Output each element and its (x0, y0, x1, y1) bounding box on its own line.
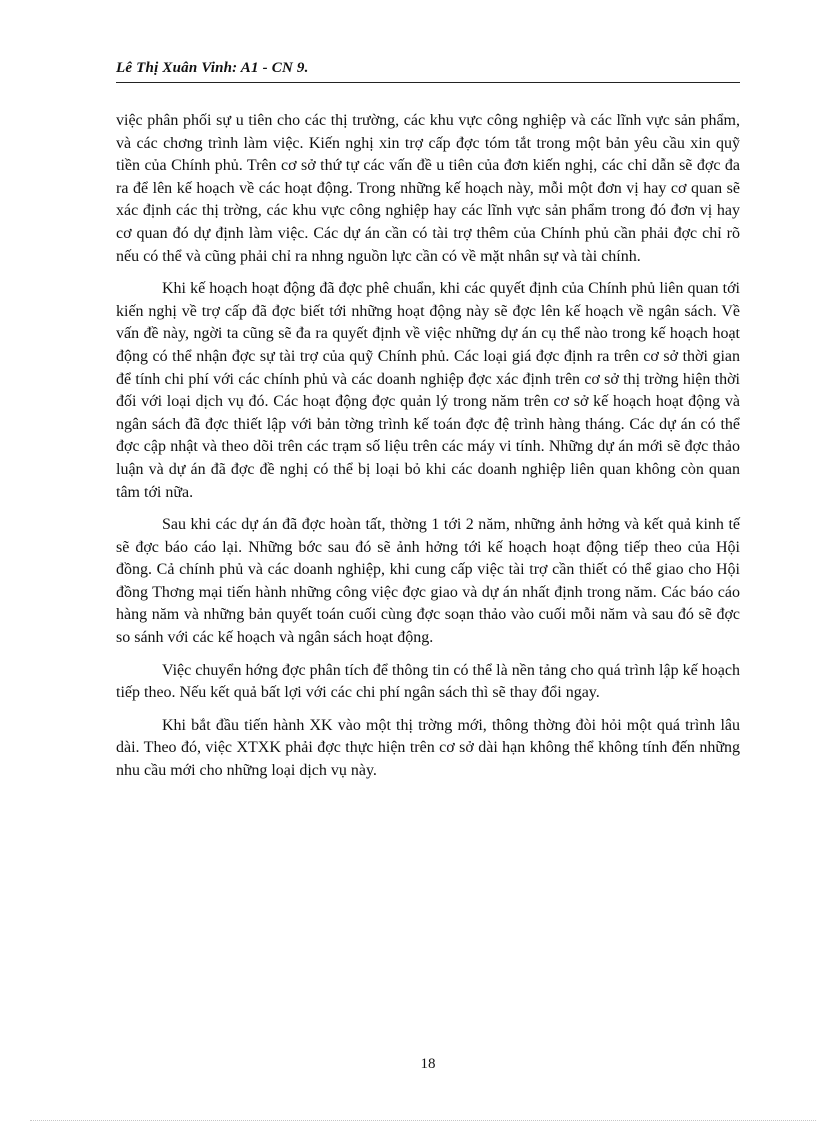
paragraph-3: Sau khi các dự án đã đợc hoàn tất, thờng 1 tới 2 năm, những ảnh hởng và kết quả kinh tế sẽ đợc báo cáo lại. Những bớc sau đó sẽ ảnh hởng tới kế hoạch hoạt động tiếp theo của Hội đồng. Cả chính phủ và các doanh nghiệp, khi cung cấp việc tài trợ cần thiết có thể giao cho Hội đồng Thơng mại tiến hành những công việc đợc giao và dự án nhất định trong năm. Các báo cáo hàng năm và những bản quyết toán cuối cùng đợc soạn thảo vào cuối mỗi năm và sau đó sẽ đợc so sánh với các kế hoạch và ngân sách hoạt động. (116, 516, 740, 647)
page-number: 18 (420, 1056, 436, 1072)
page-header (116, 60, 740, 83)
document-body (116, 110, 740, 793)
paragraph-2: Khi kế hoạch hoạt động đã đợc phê chuẩn, khi các quyết định của Chính phủ liên quan tới kiến nghị về trợ cấp đã đợc biết tới những hoạt động này sẽ đợc lên kế hoạch về ngân sách. Về vấn đề này, ngời ta cũng sẽ đa ra quyết định về việc những dự án cụ thể nào trong kế hoạch hoạt động có thể nhận đợc sự tài trợ của quỹ Chính phủ. Các loại giá đợc định ra trên cơ sở thời gian để tính chi phí với các chính phủ và các doanh nghiệp đợc xác định trên cơ sở thị trờng hiện thời đối với loại dịch vụ đó. Các hoạt động đợc quản lý trong năm trên cơ sở kế hoạch hoạt động và ngân sách đã đợc thiết lập với bản tờng trình kế toán đợc đệ trình hàng tháng. Các dự án có thể đợc cập nhật và theo dõi trên các trạm số liệu trên các máy vi tính. Những dự án mới sẽ đợc thảo luận và dự án đã đợc đề nghị có thể bị loại bỏ khi các doanh nghiệp liên quan không còn quan tâm tới nữa. (116, 280, 740, 501)
paragraph-5: Khi bắt đầu tiến hành XK vào một thị trờng mới, thông thờng đòi hỏi một quá trình lâu dài. Theo đó, việc XTXK phải đợc thực hiện trên cơ sở dài hạn không thể không tính đến những nhu cầu mới cho những loại dịch vụ này. (116, 716, 740, 780)
header-title: Lê Thị Xuân Vinh: A1 - CN 9. (116, 60, 309, 76)
paragraph-1: việc phân phối sự u tiên cho các thị trường, các khu vực công nghiệp và các lĩnh vực sản phẩm, và các chơng trình làm việc. Kiến nghị xin trợ cấp đợc tóm tắt trong một bản yêu cầu xin quỹ tiền của Chính phủ. Trên cơ sở thứ tự các vấn đề u tiên của đơn kiến nghị, các chỉ dẫn sẽ đợc đa ra để lên kế hoạch về các hoạt động. Trong những kế hoạch này, mỗi một đơn vị hay cơ quan sẽ xác định các thị trờng, các khu vực công nghiệp hay các lĩnh vực sản phẩm trong đó đơn vị hay cơ quan đó dự định làm việc. Các dự án cần có tài trợ thêm của Chính phủ cần phải đợc chỉ rõ nếu có thể và cũng phải chỉ ra nhng nguồn lực cần có về mặt nhân sự và tài chính. (116, 112, 740, 265)
page-bottom-divider (30, 1120, 816, 1121)
paragraph-4: Việc chuyển hớng đợc phân tích để thông tin có thể là nền tảng cho quá trình lập kế hoạch tiếp theo. Nếu kết quả bất lợi với các chi phí ngân sách thì sẽ thay đổi ngay. (116, 661, 740, 702)
